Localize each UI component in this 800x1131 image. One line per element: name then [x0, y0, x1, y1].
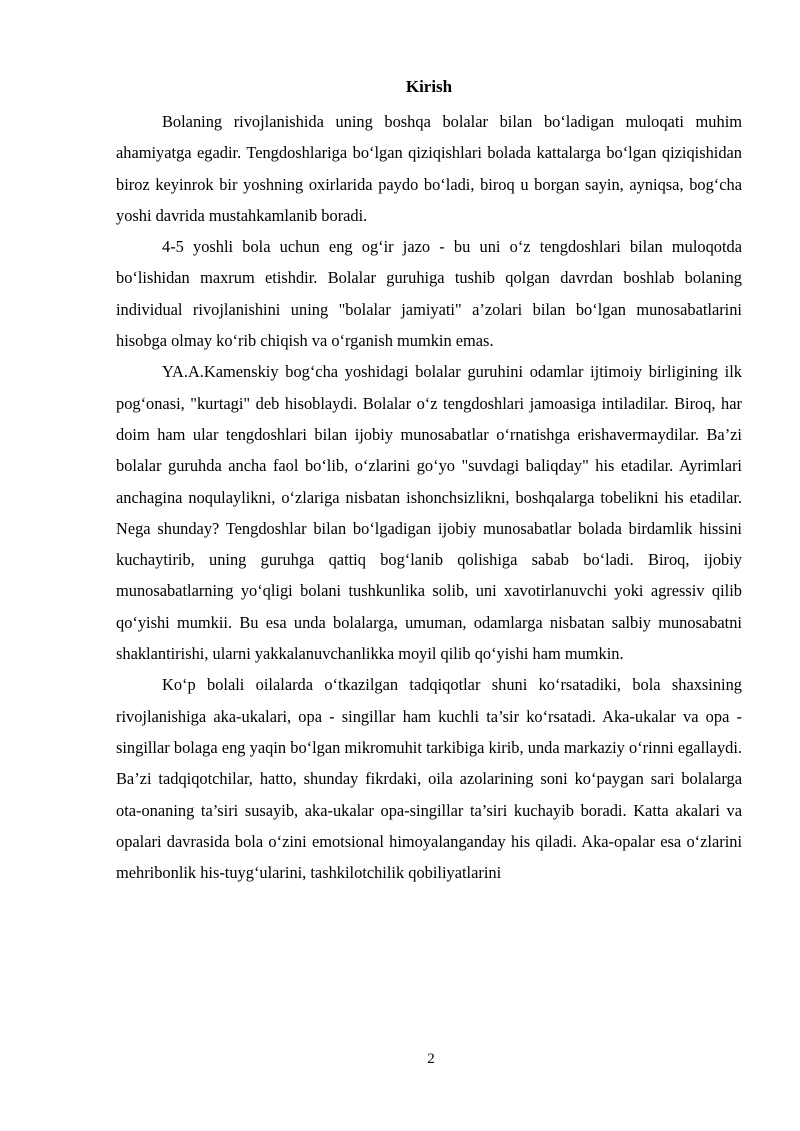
page-number: 2 [427, 1051, 435, 1067]
paragraph-2: 4-5 yoshli bola uchun eng og‘ir jazo - bu uni o‘z tengdoshlari bilan muloqotda bo‘lishidan maxrum etishdir. Bolalar guruhiga tushib qolgan davrdan boshlab bolaning individual rivojlanishini uning "bolalar jamiyati" a’zolari bilan bo‘lgan munosabatlarini hisobga olmay ko‘rib chiqish va o‘rganish mumkin emas. [116, 237, 742, 351]
document-page [116, 76, 742, 888]
paragraph-1: Bolaning rivojlanishida uning boshqa bolalar bilan bo‘ladigan muloqati muhim ahamiyatga egadir. Tengdoshlariga bo‘lgan qiziqishlari bolada kattalarga bo‘lgan qiziqishidan biroz keyinrok bir yoshning oxirlarida paydo bo‘ladi, biroq u borgan sayin, ayniqsa, bog‘cha yoshi davrida mustahkamlanib boradi. [116, 112, 742, 225]
paragraph-3: YA.A.Kamenskiy bog‘cha yoshidagi bolalar guruhini odamlar ijtimoiy birligining ilk pog‘onasi, "kurtagi" deb hisoblaydi. Bolalar o‘z tengdoshlari jamoasiga intiladilar. Biroq, har doim ham ular tengdoshlari bilan ijobiy munosabatlar o‘rnatishga erishavermaydilar. Ba’zi bolalar guruhda ancha faol bo‘lib, o‘zlarini go‘yo "suvdagi baliqday" his etadilar. Ayrimlari anchagina noqulaylikni, o‘zlariga nisbatan ishonchsizlikni, boshqalarga tobelikni his etadilar. Nega shunday? Tengdoshlar bilan bo‘lgadigan ijobiy munosabatlar bolada birdamlik hissini kuchaytirib, uning guruhga qattiq bog‘lanib qolishiga sabab bo‘ladi. Biroq, ijobiy munosabatlarning yo‘qligi bolani tushkunlika solib, uni xavotirlanuvchi yoki agressiv qilib qo‘yishi mumkii. Bu esa unda bolalarga, umuman, odamlarga nisbatan salbiy munosabatni shaklantirishi, ularni yakkalanuvchanlikka moyil qilib qo‘yishi ham mumkin. [116, 362, 742, 664]
page-title: Kirish [405, 77, 453, 96]
paragraph-4: Ko‘p bolali oilalarda o‘tkazilgan tadqiqotlar shuni ko‘rsatadiki, bola shaxsining rivojlanishiga aka-ukalari, opa - singillar ham kuchli ta’sir ko‘rsatadi. Aka-ukalar va opa - singillar bolaga eng yaqin bo‘lgan mikromuhit tarkibiga kirib, unda markaziy o‘rinni egallaydi. Ba’zi tadqiqotchilar, hatto, shunday fikrdaki, oila azolarining soni ko‘paygan sari bolalarga ota-onaning ta’siri susayib, aka-ukalar opa-singillar ta’siri kuchayib boradi. Katta akalari va opalari davrasida bola o‘zini emotsional himoyalanganday his qiladi. Aka-opalar esa o‘zlarini mehribonlik his-tuyg‘ularini, tashkilotchilik qobiliyatlarini [116, 675, 742, 883]
